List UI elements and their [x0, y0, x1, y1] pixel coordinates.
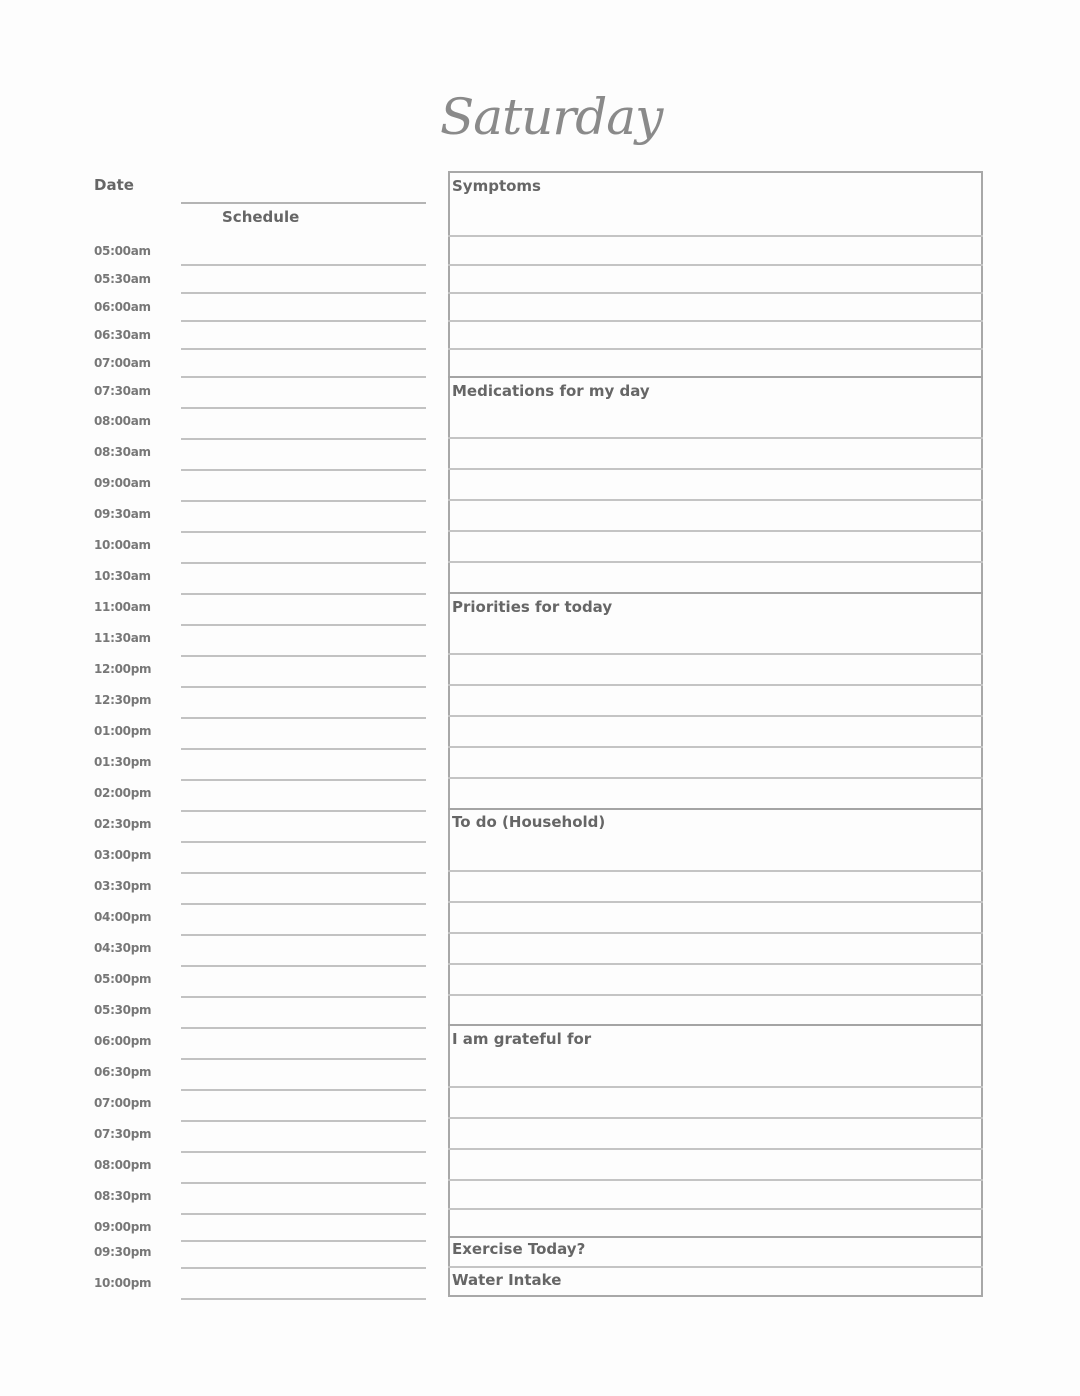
- schedule-write-line: [181, 469, 426, 471]
- schedule-heading: Schedule: [222, 208, 300, 226]
- symptoms-heading: Symptoms: [452, 177, 541, 195]
- schedule-write-line: [181, 1267, 426, 1269]
- schedule-row: [94, 476, 426, 496]
- schedule-row: [94, 848, 426, 868]
- schedule-write-line: [181, 965, 426, 967]
- date-write-line: [181, 202, 426, 204]
- schedule-row: [94, 356, 426, 376]
- schedule-write-line: [181, 996, 426, 998]
- schedule-write-line: [181, 320, 426, 322]
- water-intake-label: Water Intake: [452, 1271, 562, 1289]
- schedule-write-line: [181, 348, 426, 350]
- time-label: 03:00pm: [94, 848, 152, 862]
- section-divider-line: [448, 1236, 983, 1238]
- schedule-row: [94, 1127, 426, 1147]
- medications-heading: Medications for my day: [452, 382, 650, 400]
- time-label: 07:00pm: [94, 1096, 152, 1110]
- ruled-line: [448, 292, 983, 294]
- schedule-write-line: [181, 531, 426, 533]
- time-label: 11:00am: [94, 600, 151, 614]
- time-label: 01:00pm: [94, 724, 152, 738]
- time-label: 04:30pm: [94, 941, 152, 955]
- schedule-write-line: [181, 934, 426, 936]
- ruled-line: [448, 561, 983, 563]
- exercise-label: Exercise Today?: [452, 1240, 586, 1258]
- schedule-row: [94, 662, 426, 682]
- schedule-write-line: [181, 438, 426, 440]
- ruled-line: [448, 1117, 983, 1119]
- schedule-row: [94, 972, 426, 992]
- time-label: 09:00pm: [94, 1220, 152, 1234]
- ruled-line: [448, 468, 983, 470]
- schedule-write-line: [181, 1089, 426, 1091]
- ruled-line: [448, 499, 983, 501]
- time-label: 03:30pm: [94, 879, 152, 893]
- section-divider-line: [448, 808, 983, 810]
- schedule-row: [94, 300, 426, 320]
- schedule-row: [94, 1034, 426, 1054]
- section-divider-line: [448, 1024, 983, 1026]
- schedule-row: [94, 631, 426, 651]
- schedule-write-line: [181, 686, 426, 688]
- time-label: 02:30pm: [94, 817, 152, 831]
- schedule-write-line: [181, 376, 426, 378]
- schedule-write-line: [181, 655, 426, 657]
- time-label: 02:00pm: [94, 786, 152, 800]
- schedule-write-line: [181, 1027, 426, 1029]
- time-label: 08:30pm: [94, 1189, 152, 1203]
- time-label: 08:00pm: [94, 1158, 152, 1172]
- schedule-row: [94, 1003, 426, 1023]
- ruled-line: [448, 1208, 983, 1210]
- time-label: 09:30am: [94, 507, 151, 521]
- ruled-line: [448, 653, 983, 655]
- ruled-line: [448, 264, 983, 266]
- grateful-heading: I am grateful for: [452, 1030, 592, 1048]
- ruled-line: [448, 1148, 983, 1150]
- schedule-write-line: [181, 593, 426, 595]
- ruled-line: [448, 932, 983, 934]
- ruled-line: [448, 777, 983, 779]
- time-label: 09:00am: [94, 476, 151, 490]
- time-label: 06:30pm: [94, 1065, 152, 1079]
- schedule-write-line: [181, 1151, 426, 1153]
- schedule-row: [94, 1189, 426, 1209]
- schedule-row: [94, 600, 426, 620]
- schedule-row: [94, 1276, 426, 1296]
- schedule-row: [94, 328, 426, 348]
- time-label: 06:00am: [94, 300, 151, 314]
- time-label: 04:00pm: [94, 910, 152, 924]
- schedule-write-line: [181, 810, 426, 812]
- right-panel-frame: [448, 171, 983, 1297]
- schedule-write-line: [181, 407, 426, 409]
- schedule-write-line: [181, 292, 426, 294]
- ruled-line: [448, 684, 983, 686]
- day-title: Saturday: [440, 88, 663, 146]
- ruled-line: [448, 348, 983, 350]
- schedule-row: [94, 445, 426, 465]
- ruled-line: [448, 1179, 983, 1181]
- schedule-row: [94, 507, 426, 527]
- time-label: 09:30pm: [94, 1245, 152, 1259]
- ruled-line: [448, 901, 983, 903]
- time-label: 08:00am: [94, 414, 151, 428]
- schedule-row: [94, 414, 426, 434]
- schedule-row: [94, 724, 426, 744]
- schedule-row: [94, 693, 426, 713]
- schedule-row: [94, 1220, 426, 1240]
- ruled-line: [448, 715, 983, 717]
- time-label: 07:30am: [94, 384, 151, 398]
- time-label: 05:30am: [94, 272, 151, 286]
- schedule-write-line: [181, 748, 426, 750]
- schedule-write-line: [181, 717, 426, 719]
- schedule-row: [94, 1096, 426, 1116]
- section-divider-line: [448, 592, 983, 594]
- time-label: 12:00pm: [94, 662, 152, 676]
- time-label: 07:30pm: [94, 1127, 152, 1141]
- schedule-write-line: [181, 1298, 426, 1300]
- time-label: 12:30pm: [94, 693, 152, 707]
- schedule-row: [94, 817, 426, 837]
- time-label: 05:00am: [94, 244, 151, 258]
- ruled-line: [448, 437, 983, 439]
- ruled-line: [448, 746, 983, 748]
- schedule-row: [94, 538, 426, 558]
- schedule-write-line: [181, 1213, 426, 1215]
- schedule-write-line: [181, 624, 426, 626]
- ruled-line: [448, 870, 983, 872]
- schedule-write-line: [181, 1058, 426, 1060]
- time-label: 05:00pm: [94, 972, 152, 986]
- time-label: 05:30pm: [94, 1003, 152, 1017]
- ruled-line: [448, 1086, 983, 1088]
- schedule-write-line: [181, 841, 426, 843]
- schedule-write-line: [181, 1120, 426, 1122]
- section-divider-line: [448, 376, 983, 378]
- schedule-row: [94, 384, 426, 404]
- ruled-line: [448, 320, 983, 322]
- time-label: 07:00am: [94, 356, 151, 370]
- schedule-row: [94, 755, 426, 775]
- schedule-write-line: [181, 1182, 426, 1184]
- schedule-row: [94, 786, 426, 806]
- schedule-row: [94, 910, 426, 930]
- time-label: 10:00am: [94, 538, 151, 552]
- ruled-line: [448, 530, 983, 532]
- schedule-row: [94, 941, 426, 961]
- time-label: 01:30pm: [94, 755, 152, 769]
- schedule-row: [94, 569, 426, 589]
- schedule-row: [94, 272, 426, 292]
- priorities-heading: Priorities for today: [452, 598, 613, 616]
- schedule-row: [94, 1065, 426, 1085]
- date-label: Date: [94, 176, 134, 194]
- time-label: 11:30am: [94, 631, 151, 645]
- time-label: 06:30am: [94, 328, 151, 342]
- time-label: 10:30am: [94, 569, 151, 583]
- schedule-write-line: [181, 562, 426, 564]
- exercise-write-line: [630, 1266, 982, 1268]
- ruled-line: [448, 994, 983, 996]
- time-label: 06:00pm: [94, 1034, 152, 1048]
- schedule-write-line: [181, 500, 426, 502]
- time-label: 10:00pm: [94, 1276, 152, 1290]
- time-label: 08:30am: [94, 445, 151, 459]
- schedule-row: [94, 1158, 426, 1178]
- schedule-write-line: [181, 872, 426, 874]
- schedule-write-line: [181, 903, 426, 905]
- schedule-write-line: [181, 264, 426, 266]
- schedule-row: [94, 1245, 426, 1265]
- ruled-line: [448, 235, 983, 237]
- schedule-row: [94, 879, 426, 899]
- ruled-line: [448, 963, 983, 965]
- todo-household-heading: To do (Household): [452, 813, 606, 831]
- schedule-write-line: [181, 779, 426, 781]
- schedule-write-line: [181, 1240, 426, 1242]
- schedule-row: [94, 244, 426, 264]
